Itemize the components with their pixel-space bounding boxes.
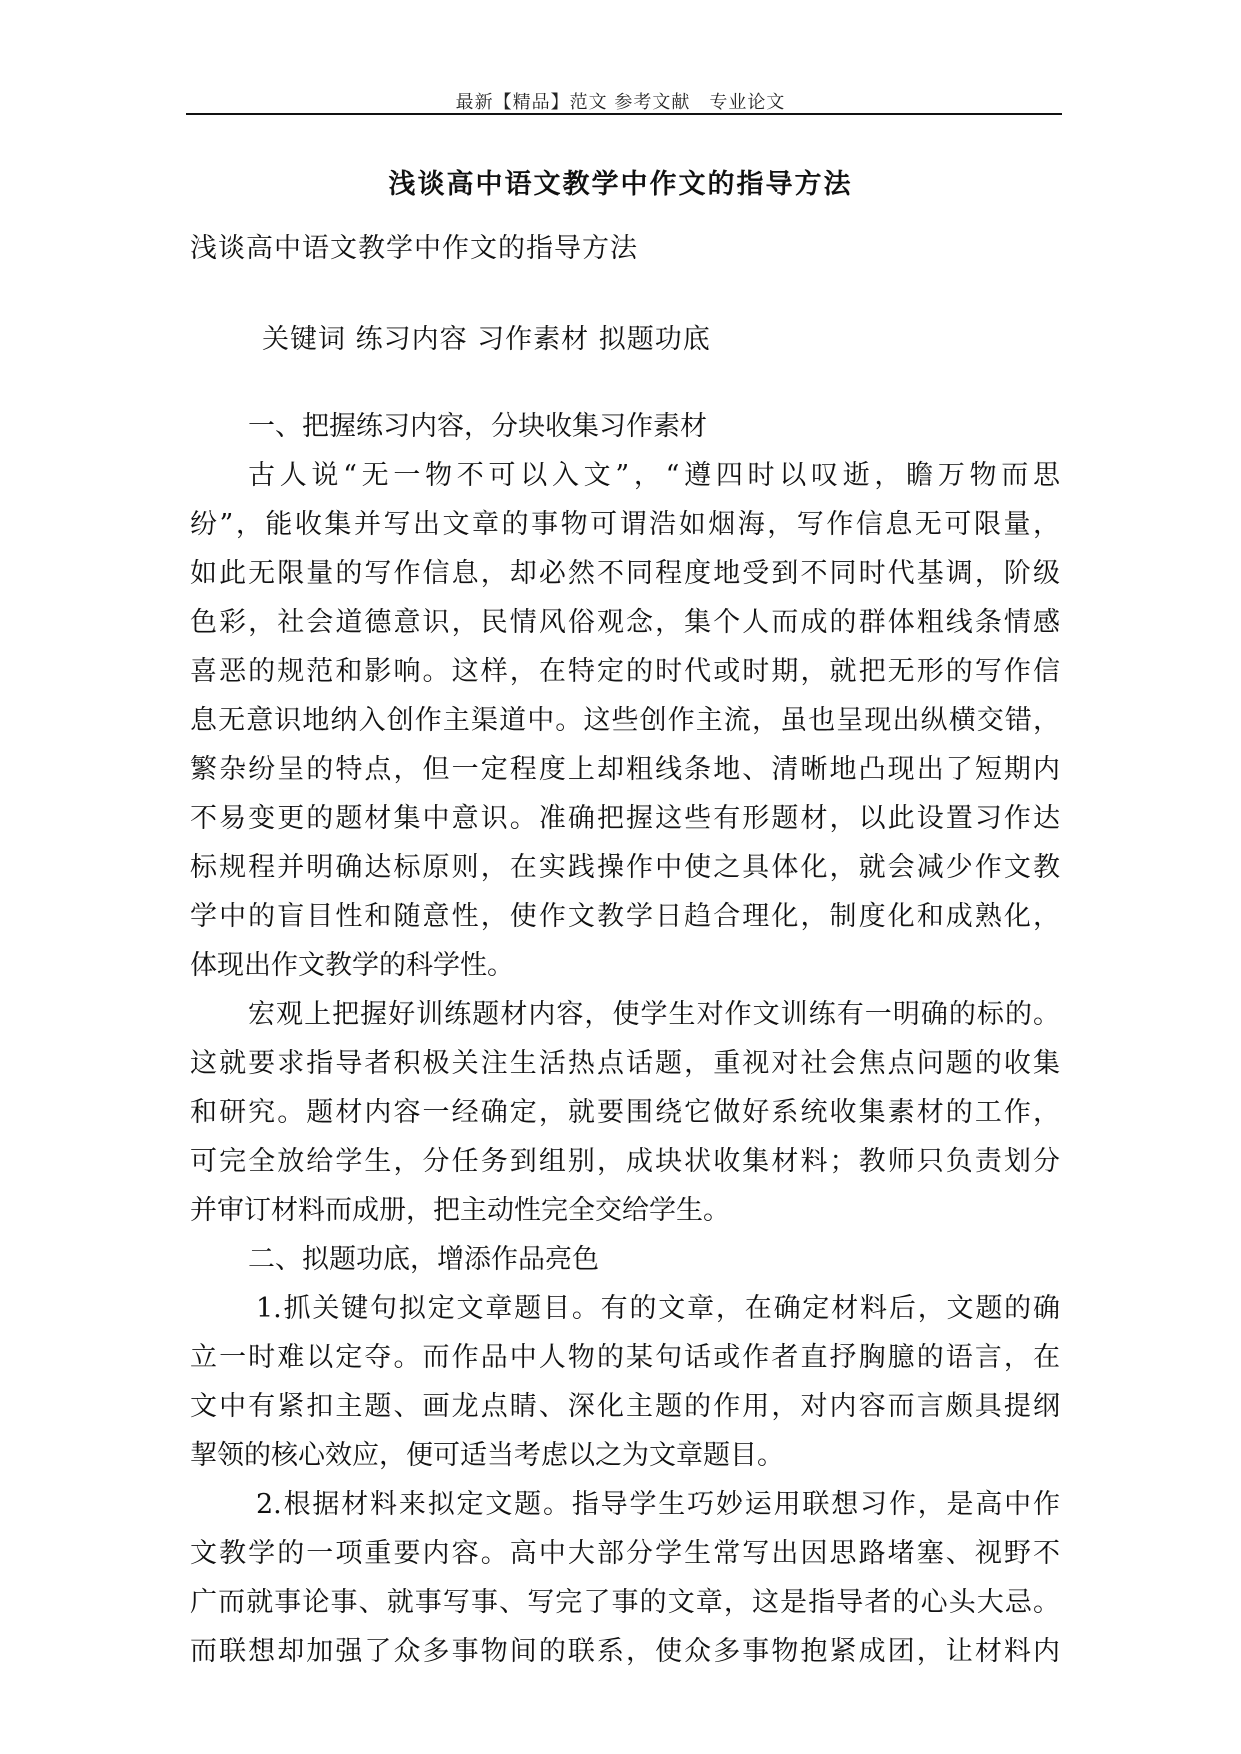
paragraph-line: 纷”，能收集并写出文章的事物可谓浩如烟海，写作信息无可限量， — [190, 509, 1060, 540]
paragraph-line: 1.抓关键句拟定文章题目。有的文章，在确定材料后，文题的确 — [256, 1293, 1060, 1324]
paragraph-line: 喜恶的规范和影响。这样，在特定的时代或时期，就把无形的写作信 — [190, 656, 1060, 687]
paragraph-line: 宏观上把握好训练题材内容，使学生对作文训练有一明确的标的。 — [248, 999, 1060, 1030]
paragraph-line: 体现出作文教学的科学性。 — [190, 950, 514, 981]
paragraph-line: 和研究。题材内容一经确定，就要围绕它做好系统收集素材的工作， — [190, 1097, 1060, 1128]
paragraph-line: 繁杂纷呈的特点，但一定程度上却粗线条地、清晰地凸现出了短期内 — [190, 754, 1060, 785]
document-body — [190, 402, 1060, 1676]
paragraph-line: 色彩，社会道德意识，民情风俗观念，集个人而成的群体粗线条情感 — [190, 607, 1060, 638]
section-heading: 一、把握练习内容，分块收集习作素材 — [248, 411, 707, 442]
document-subtitle: 浅谈高中语文教学中作文的指导方法 — [190, 233, 638, 264]
paragraph-line: 标规程并明确达标原则，在实践操作中使之具体化，就会减少作文教 — [190, 852, 1060, 883]
paragraph-line: 挈领的核心效应，便可适当考虑以之为文章题目。 — [190, 1440, 784, 1471]
paragraph-line: 立一时难以定夺。而作品中人物的某句话或作者直抒胸臆的语言，在 — [190, 1342, 1060, 1373]
paragraph-line: 文教学的一项重要内容。高中大部分学生常写出因思路堵塞、视野不 — [190, 1538, 1060, 1569]
paragraph-line: 古人说“无一物不可以入文”，“遵四时以叹逝，瞻万物而思 — [248, 460, 1060, 491]
paragraph-line: 这就要求指导者积极关注生活热点话题，重视对社会焦点问题的收集 — [190, 1048, 1060, 1079]
paragraph-line: 如此无限量的写作信息，却必然不同程度地受到不同时代基调，阶级 — [190, 558, 1060, 589]
paragraph-line: 并审订材料而成册，把主动性完全交给学生。 — [190, 1195, 730, 1226]
paragraph-line: 广而就事论事、就事写事、写完了事的文章，这是指导者的心头大忌。 — [190, 1587, 1060, 1618]
keywords-line: 关键词 练习内容 习作素材 拟题功底 — [262, 324, 711, 355]
paragraph-line: 不易变更的题材集中意识。准确把握这些有形题材，以此设置习作达 — [190, 803, 1060, 834]
document-title: 浅谈高中语文教学中作文的指导方法 — [388, 169, 853, 200]
section-heading: 二、拟题功底，增添作品亮色 — [248, 1244, 599, 1275]
paragraph-line: 2.根据材料来拟定文题。指导学生巧妙运用联想习作，是高中作 — [256, 1489, 1060, 1520]
paragraph-line: 文中有紧扣主题、画龙点睛、深化主题的作用，对内容而言颇具提纲 — [190, 1391, 1060, 1422]
running-header: 最新【精品】范文 参考文献 专业论文 — [455, 92, 786, 113]
paragraph-line: 息无意识地纳入创作主渠道中。这些创作主流，虽也呈现出纵横交错， — [190, 705, 1060, 736]
paragraph-line: 学中的盲目性和随意性，使作文教学日趋合理化，制度化和成熟化， — [190, 901, 1060, 932]
header-rule — [186, 113, 1062, 115]
paragraph-line: 而联想却加强了众多事物间的联系，使众多事物抱紧成团，让材料内 — [190, 1636, 1060, 1667]
paragraph-line: 可完全放给学生，分任务到组别，成块状收集材料；教师只负责划分 — [190, 1146, 1060, 1177]
